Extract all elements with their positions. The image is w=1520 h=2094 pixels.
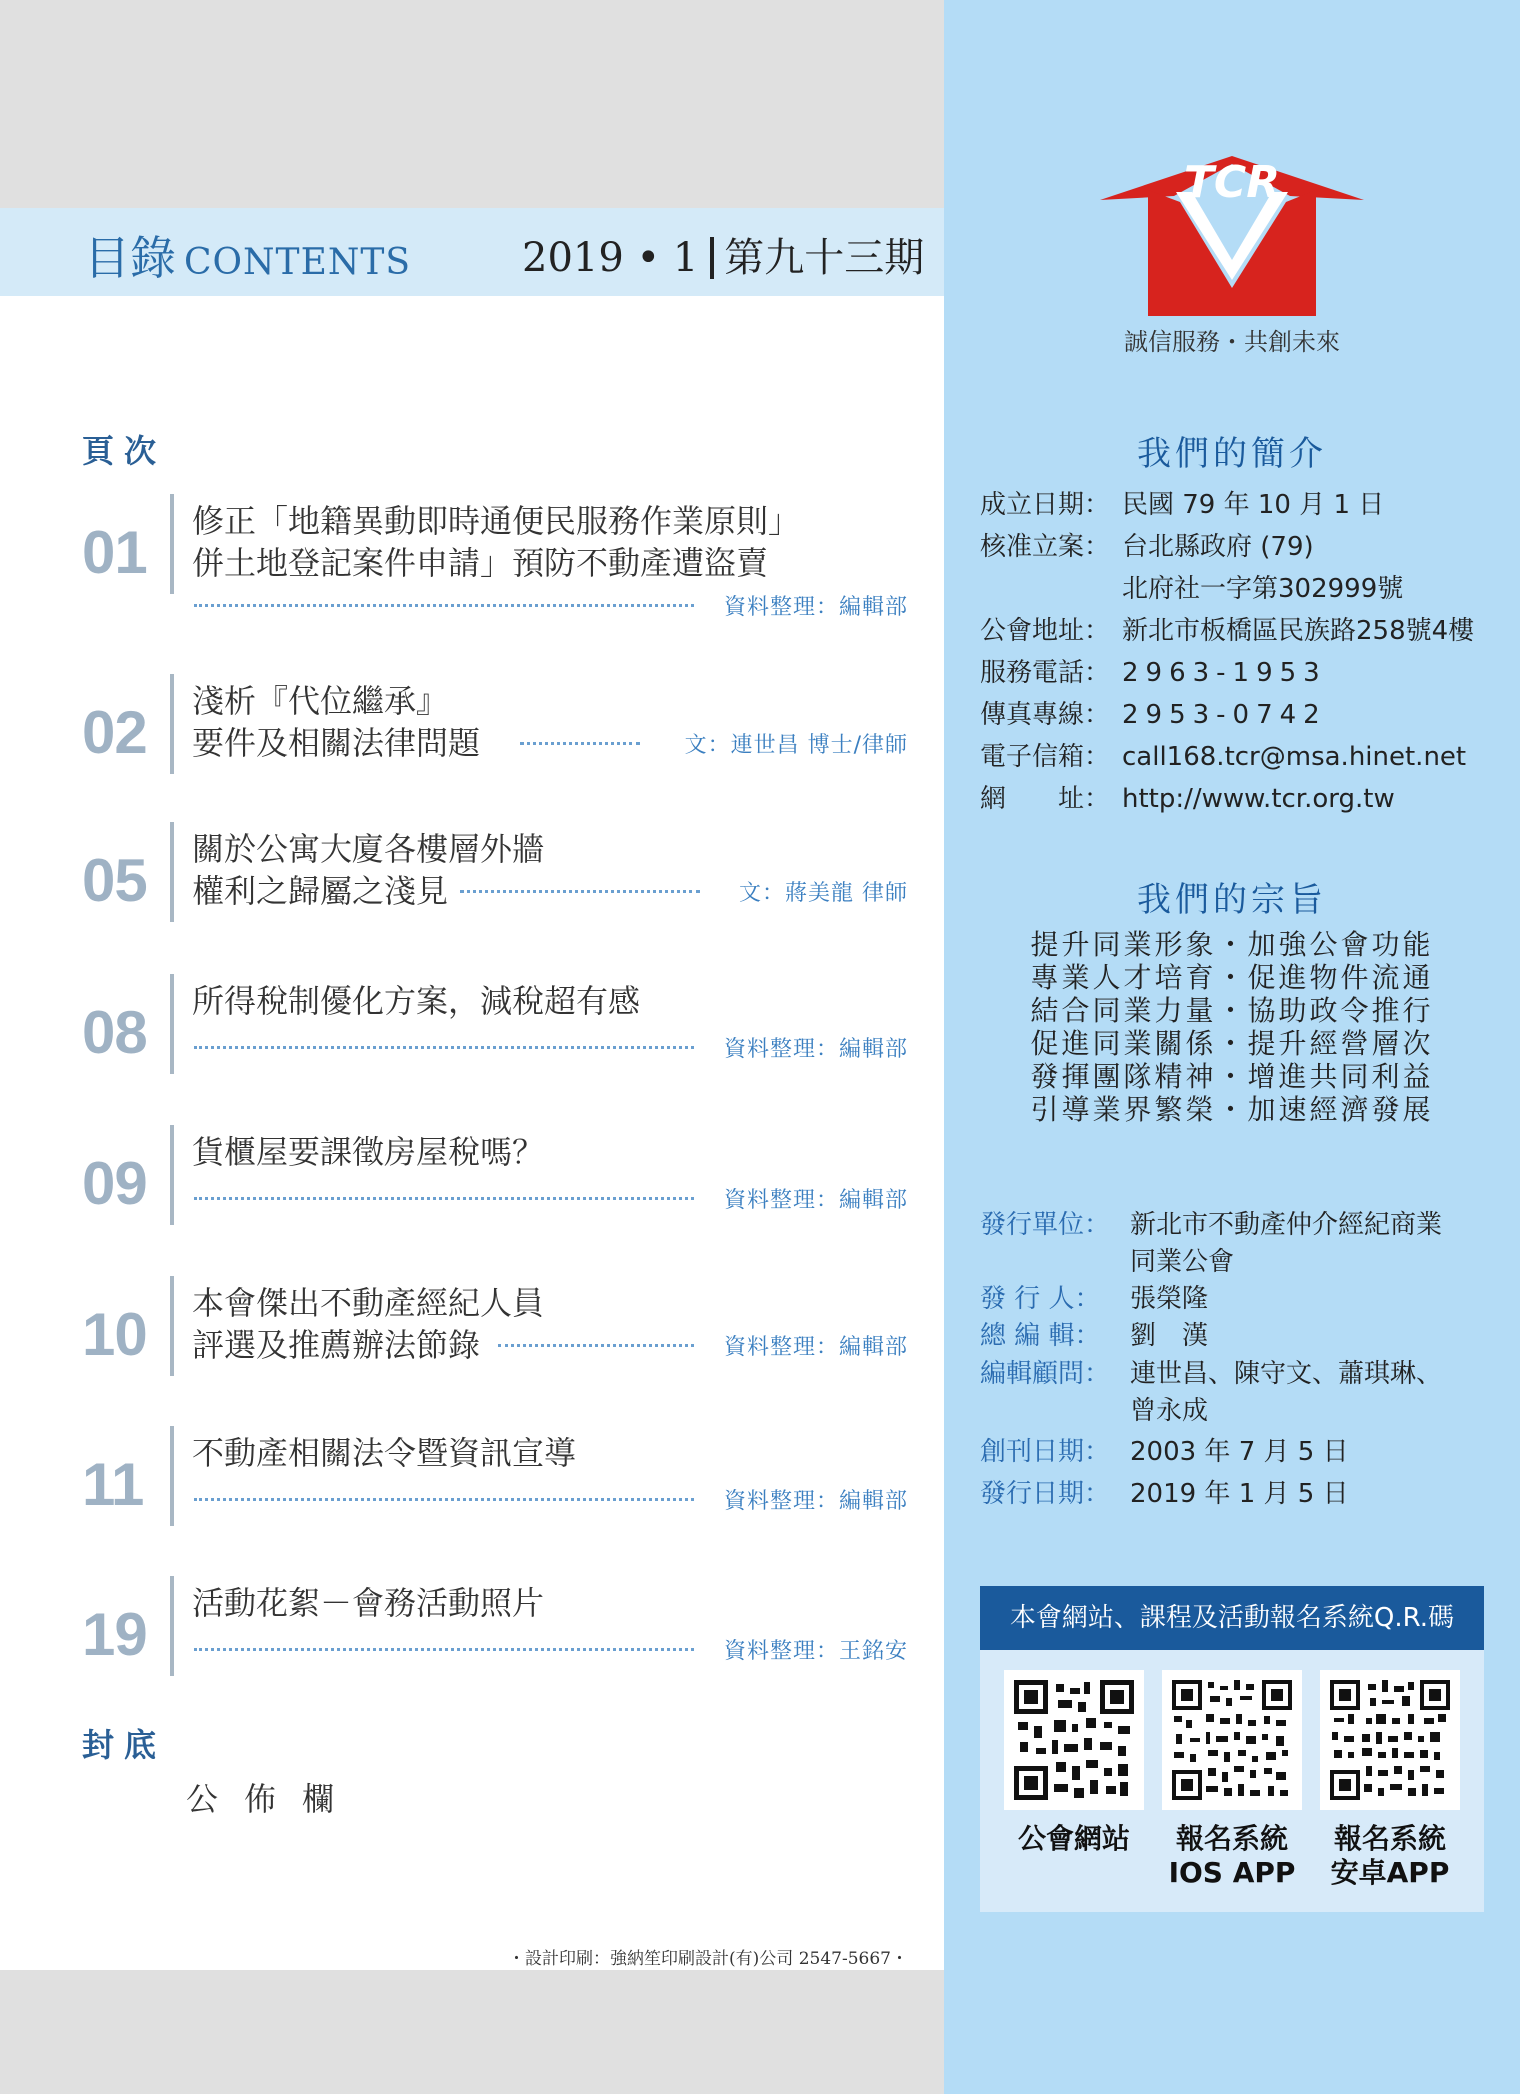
- about-label: 傳真專線：: [980, 700, 1111, 730]
- publication-row: [980, 1390, 1208, 1427]
- qr-label-line2: IOS APP: [1168, 1856, 1296, 1889]
- qr-heading: 本會網站、課程及活動報名系統Q.R.碼: [980, 1586, 1484, 1650]
- back-cover-item[interactable]: 公佈欄: [186, 1780, 361, 1818]
- toc-entry[interactable]: [78, 1125, 908, 1225]
- entry-bar: [170, 1576, 174, 1676]
- issue-number: 第九十三期: [724, 235, 925, 281]
- pages-heading: 頁次: [82, 432, 167, 470]
- qr-label-android: [1315, 1822, 1465, 1890]
- about-heading: 我們的簡介: [1137, 434, 1327, 474]
- entry-credit: 資料整理：編輯部: [723, 595, 908, 620]
- mission-item: 提升同業形象・加強公會功能: [1030, 928, 1434, 961]
- about-row: [980, 778, 1395, 815]
- entry-title-line1: 所得稅制優化方案，減稅超有感: [192, 982, 641, 1020]
- about-row: [980, 736, 1466, 773]
- entry-bar: [170, 1426, 174, 1526]
- pub-label: 總 編 輯：: [980, 1321, 1101, 1351]
- qr-code-android-app[interactable]: [1320, 1670, 1460, 1810]
- page-number: 10: [82, 1301, 147, 1368]
- entry-credit: 文：連世昌 博士/律師: [684, 733, 908, 758]
- entry-title-line1: 修正「地籍異動即時通便民服務作業原則」: [192, 502, 801, 540]
- pub-label: 發行日期：: [980, 1479, 1111, 1509]
- issue-divider: [710, 237, 714, 279]
- phone-value: 2963-1953: [1122, 658, 1327, 688]
- about-value: 民國 79 年 10 月 1 日: [1122, 490, 1385, 520]
- dot-leader: [460, 890, 700, 893]
- about-label: 電子信箱：: [980, 742, 1111, 772]
- mission-item: 引導業界繁榮・加速經濟發展: [1030, 1093, 1434, 1126]
- publication-row: [980, 1241, 1234, 1278]
- dot-leader: [520, 742, 640, 745]
- about-label: 成立日期：: [980, 490, 1111, 520]
- toc-entry[interactable]: [78, 822, 908, 922]
- entry-title-line2: 權利之歸屬之淺見: [192, 872, 449, 910]
- pub-value: 同業公會: [1130, 1247, 1235, 1277]
- dot-leader: [194, 1046, 694, 1049]
- about-row: [980, 568, 1403, 605]
- about-label: 公會地址：: [980, 616, 1111, 646]
- pub-value: 2003 年 7 月 5 日: [1130, 1437, 1349, 1467]
- about-label: 網 址：: [980, 784, 1111, 814]
- qr-label-ios: [1157, 1822, 1307, 1890]
- entry-title-line1: 關於公寓大廈各樓層外牆: [192, 830, 545, 868]
- about-value: 台北縣政府 (79): [1122, 532, 1314, 562]
- qr-pattern: [1330, 1680, 1450, 1800]
- publication-row: [980, 1204, 1442, 1241]
- top-gray-band: [0, 0, 944, 208]
- pub-value: 曾永成: [1130, 1396, 1209, 1426]
- contents-title-zh: 目錄: [84, 231, 176, 285]
- entry-bar: [170, 1276, 174, 1376]
- slogan: 誠信服務・共創未來: [1124, 328, 1340, 356]
- page-number: 01: [82, 519, 147, 586]
- pub-label: 發 行 人：: [980, 1284, 1101, 1314]
- qr-label-line1: 報名系統: [1333, 1822, 1446, 1855]
- mission-item: 促進同業關係・提升經營層次: [1030, 1027, 1434, 1060]
- dot-leader: [194, 1197, 694, 1200]
- entry-credit: 資料整理：編輯部: [723, 1037, 908, 1062]
- dot-leader: [194, 604, 694, 607]
- publication-row: [980, 1315, 1208, 1352]
- entry-bar: [170, 822, 174, 922]
- entry-title-line1: 活動花絮－會務活動照片: [192, 1584, 545, 1622]
- publication-row: [980, 1353, 1442, 1390]
- pub-value: 新北市不動產仲介經紀商業: [1130, 1210, 1443, 1240]
- qr-code-ios-app[interactable]: [1162, 1670, 1302, 1810]
- page-number: 02: [82, 699, 147, 766]
- contents-title: [84, 222, 411, 288]
- pub-value: 2019 年 1 月 5 日: [1130, 1479, 1349, 1509]
- entry-credit: 資料整理：編輯部: [723, 1335, 908, 1360]
- about-value: 北府社一字第302999號: [1122, 574, 1404, 604]
- pub-value: 連世昌、陳守文、蕭琪琳、: [1130, 1359, 1443, 1389]
- toc-entry[interactable]: [78, 1576, 908, 1676]
- about-row: [980, 610, 1474, 647]
- entry-title-line1: 淺析『代位繼承』: [192, 682, 449, 720]
- pub-label: 編輯顧問：: [980, 1359, 1111, 1389]
- entry-title-line1: 不動產相關法令暨資訊宣導: [192, 1434, 577, 1472]
- toc-entry[interactable]: [78, 1426, 908, 1526]
- about-label: 服務電話：: [980, 658, 1111, 688]
- entry-bar: [170, 674, 174, 774]
- qr-pattern: [1172, 1680, 1292, 1800]
- publication-row: [980, 1278, 1208, 1315]
- about-row: [980, 694, 1327, 731]
- page-number: 19: [82, 1601, 147, 1668]
- toc-entry[interactable]: [78, 494, 908, 620]
- about-row: [980, 652, 1327, 689]
- printer-credit: ・設計印刷：強納笙印刷設計(有)公司 2547-5667・: [508, 1949, 908, 1969]
- qr-code-website[interactable]: [1004, 1670, 1144, 1810]
- page-number: 08: [82, 999, 147, 1066]
- mission-item: 發揮團隊精神・增進共同利益: [1030, 1060, 1434, 1093]
- fax-value: 2953-0742: [1122, 700, 1327, 730]
- mission-item: 專業人才培育・促進物件流通: [1030, 961, 1434, 994]
- back-cover-heading: 封底: [82, 1726, 167, 1764]
- entry-credit: 資料整理：編輯部: [723, 1188, 908, 1213]
- bottom-gray-band: [0, 1970, 944, 2094]
- about-label: 核准立案：: [980, 532, 1111, 562]
- issue-info: [522, 226, 924, 285]
- toc-entry[interactable]: [78, 1276, 908, 1376]
- pub-value: 劉 漢: [1130, 1321, 1209, 1351]
- dot-leader: [498, 1344, 694, 1347]
- dot-leader: [194, 1648, 694, 1651]
- entry-credit: 文：蔣美龍 律師: [739, 881, 908, 906]
- tcr-logo: [1100, 150, 1364, 320]
- publication-row: [980, 1473, 1349, 1510]
- entry-bar: [170, 974, 174, 1074]
- mission-list: [944, 928, 1520, 1126]
- entry-credit: 資料整理：王銘安: [723, 1639, 908, 1664]
- logo-text: TCR: [1183, 157, 1281, 208]
- page-number: 05: [82, 847, 147, 914]
- entry-bar: [170, 1125, 174, 1225]
- mission-heading: 我們的宗旨: [1137, 880, 1327, 920]
- issue-date: 2019 • 1: [522, 235, 699, 281]
- pub-label: 發行單位：: [980, 1210, 1111, 1240]
- pub-label: 創刊日期：: [980, 1437, 1111, 1467]
- qr-label-line1: 報名系統: [1175, 1822, 1288, 1855]
- about-value: 新北市板橋區民族路258號4樓: [1122, 616, 1475, 646]
- qr-label-line2: 安卓APP: [1330, 1856, 1450, 1889]
- about-row: [980, 526, 1314, 563]
- publication-row: [980, 1431, 1349, 1468]
- contents-title-en: CONTENTS: [184, 242, 412, 283]
- qr-label-line1: 公會網站: [1017, 1822, 1130, 1855]
- entry-title-line1: 本會傑出不動產經紀人員: [192, 1284, 545, 1322]
- about-row: [980, 484, 1384, 521]
- toc-entry[interactable]: [78, 674, 908, 774]
- page-number: 11: [82, 1451, 144, 1518]
- website-link[interactable]: http://www.tcr.org.tw: [1122, 784, 1395, 814]
- entry-title-line2: 併土地登記案件申請」預防不動產遭盜賣: [192, 544, 769, 582]
- entry-title-line1: 貨櫃屋要課徵房屋稅嗎？: [192, 1133, 545, 1171]
- entry-bar: [170, 494, 174, 594]
- entry-credit: 資料整理：編輯部: [723, 1489, 908, 1514]
- pub-value: 張榮隆: [1130, 1284, 1209, 1314]
- qr-label-website: [999, 1822, 1149, 1856]
- qr-pattern: [1014, 1680, 1134, 1800]
- toc-entry[interactable]: [78, 974, 908, 1074]
- qr-panel: [980, 1586, 1484, 1912]
- entry-title-line2: 要件及相關法律問題: [192, 724, 481, 762]
- mission-item: 結合同業力量・協助政令推行: [1030, 994, 1434, 1027]
- dot-leader: [194, 1498, 694, 1501]
- email-link[interactable]: call168.tcr@msa.hinet.net: [1122, 742, 1467, 772]
- entry-title-line2: 評選及推薦辦法節錄: [192, 1326, 481, 1364]
- page-number: 09: [82, 1150, 147, 1217]
